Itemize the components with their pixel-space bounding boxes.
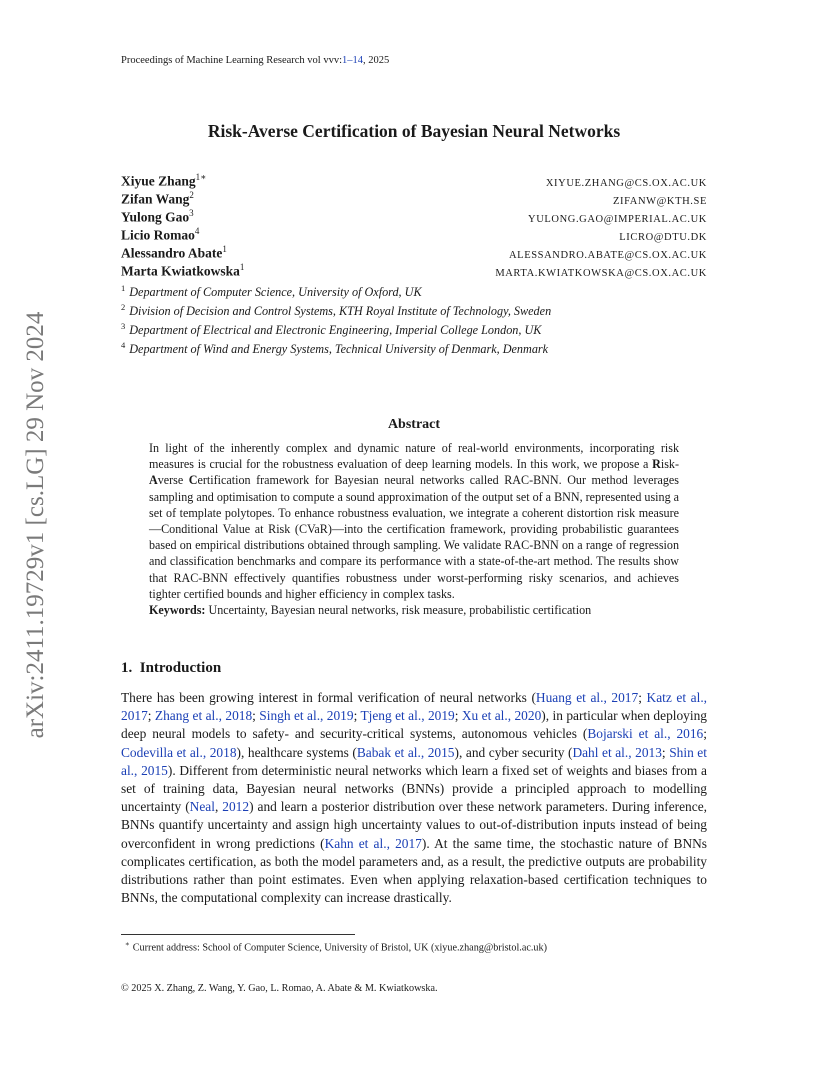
arxiv-stamp — [18, 290, 54, 760]
author-email[interactable]: MARTA.KWIATKOWSKA@CS.OX.AC.UK — [495, 267, 707, 279]
abstract-body — [149, 440, 679, 618]
author-email[interactable]: ALESSANDRO.ABATE@CS.OX.AC.UK — [509, 249, 707, 261]
citation-link[interactable]: Huang et al., 2017 — [535, 690, 639, 705]
intro-paragraph: There has been growing interest in formal verification of neural networks (Huang et al., 2017; Katz et al., 2017; Zhang et al., 2018; Singh et al., 2019; Tjeng et al., 2019; Xu et al., 2020), in particular when deploying deep neural models to safety- and security-critical systems, autonomous vehicles (Bojarski et al., 2016; Codevilla et al., 2018), healthcare systems (Babak et al., 2015), and cyber security (Dahl et al., 2013; Shin et al., 2015). Different from deterministic neural networks which learn a fixed set of weights and biases from a set of training data, Bayesian neural networks (BNNs) provide a principled approach to modelling uncertainty (Neal, 2012) and learn a posterior distribution over these network parameters. During inference, BNNs quantify uncertainty and assign high uncertainty values to out-of-distribution inputs instead of being overconfident in wrong predictions (Kahn et al., 2017). At the same time, the stochastic nature of BNNs complicates certification, as both the model parameters and, as a result, the predictive outputs are probability distributions rather than point estimates. Even when applying relaxation-based certification techniques to BNNs, the computational complexity can increase drastically. — [121, 690, 708, 906]
author-name: Xiyue Zhang$^{1∗}$ — [121, 172, 207, 189]
author-email[interactable]: ZIFANW@KTH.SE — [613, 195, 707, 207]
author-email[interactable]: YULONG.GAO@IMPERIAL.AC.UK — [528, 213, 707, 225]
citation-link[interactable]: Shin et al., 2015 — [121, 744, 707, 778]
citation-link[interactable]: Codevilla et al., 2018 — [121, 744, 237, 760]
affiliation: $^4$ Department of Wind and Energy Systems, Technical University of Denmark, Denmark — [121, 340, 549, 357]
affiliation: $^1$ Department of Computer Science, University of Oxford, UK — [121, 283, 422, 300]
author-name: Yulong Gao$^3$ — [121, 208, 194, 225]
abstract-heading: Abstract — [387, 417, 441, 432]
footnote-divider — [121, 934, 355, 935]
author-email[interactable]: LICRO@DTU.DK — [619, 231, 707, 243]
citation-link[interactable]: Xu et al., 2020 — [461, 708, 542, 724]
affiliation: $^2$ Division of Decision and Control Systems, KTH Royal Institute of Technology, Sweden — [121, 302, 552, 319]
citation-link[interactable]: Katz et al., 2017 — [121, 690, 708, 724]
citation-link[interactable]: 2012 — [222, 799, 250, 815]
author-name: Alessandro Abate$^1$ — [121, 244, 227, 261]
citation-link[interactable]: Kahn et al., 2017 — [324, 835, 422, 851]
author-email[interactable]: XIYUE.ZHANG@CS.OX.AC.UK — [545, 177, 707, 189]
author-name: Marta Kwiatkowska$^1$ — [121, 262, 245, 279]
citation-link[interactable]: Tjeng et al., 2019 — [360, 708, 455, 724]
arxiv-stamp-text: arXiv:2411.19729v1 [cs.LG] 29 Nov 2024 — [22, 311, 49, 739]
author-name: Zifan Wang$^2$ — [121, 190, 194, 207]
author-name: Licio Romao$^4$ — [121, 226, 200, 243]
citation-link[interactable]: Babak et al., 2015 — [356, 744, 455, 760]
author-row — [121, 226, 707, 244]
affiliation-list — [121, 283, 551, 359]
keywords: Keywords: Uncertainty, Bayesian neural networks, risk measure, probabilistic certification — [149, 603, 592, 618]
author-row — [121, 244, 707, 262]
citation-link[interactable]: Zhang et al., 2018 — [154, 708, 253, 724]
copyright-notice: © 2025 X. Zhang, Z. Wang, Y. Gao, L. Romao, A. Abate & M. Kwiatkowska. — [121, 983, 438, 994]
author-row — [121, 172, 707, 190]
author-row — [121, 190, 707, 208]
footnote: ∗ Current address: School of Computer Science, University of Bristol, UK (xiyue.zhang@bristol.ac.uk) — [125, 940, 548, 954]
abstract-text: In light of the inherently complex and dynamic nature of real-world environments, incorporating risk measures is crucial for the robustness evaluation of deep learning models. In this work, we propose a Risk-Averse Certification framework for Bayesian neural networks called RAC-BNN. Our method leverages sampling and optimisation to compute a sound approximation of the output set of a BNN, represented using a set of template polytopes. To enhance robustness evaluation, we integrate a coherent distortion risk measure—Conditional Value at Risk (CVaR)—into the certification framework, providing probabilistic guarantees based on empirical distributions obtained through sampling. We validate RAC-BNN on a range of regression and classification benchmarks and compare its performance with a state-of-the-art method. The results show that RAC-BNN effectively quantifies robustness under worst-performing risky scenarios, and achieves tighter certified bounds and higher efficiency in complex tasks. — [149, 441, 680, 601]
citation-link[interactable]: Bojarski et al., 2016 — [587, 726, 704, 742]
citation-link[interactable]: Singh et al., 2019 — [259, 708, 354, 724]
author-list — [121, 172, 707, 280]
author-row — [121, 262, 707, 280]
affiliation: $^3$ Department of Electrical and Electronic Engineering, Imperial College London, UK — [121, 321, 542, 338]
citation-link[interactable]: Dahl et al., 2013 — [572, 744, 662, 760]
page-range-link[interactable]: 1–14 — [342, 55, 364, 66]
running-header: Proceedings of Machine Learning Research vol vvv:1–14, 2025 — [121, 55, 390, 66]
paper-title: Risk-Averse Certification of Bayesian Neural Networks — [207, 121, 621, 141]
section-heading: 1. Introduction — [121, 660, 222, 676]
citation-link[interactable]: Neal — [189, 799, 215, 815]
author-row — [121, 208, 707, 226]
